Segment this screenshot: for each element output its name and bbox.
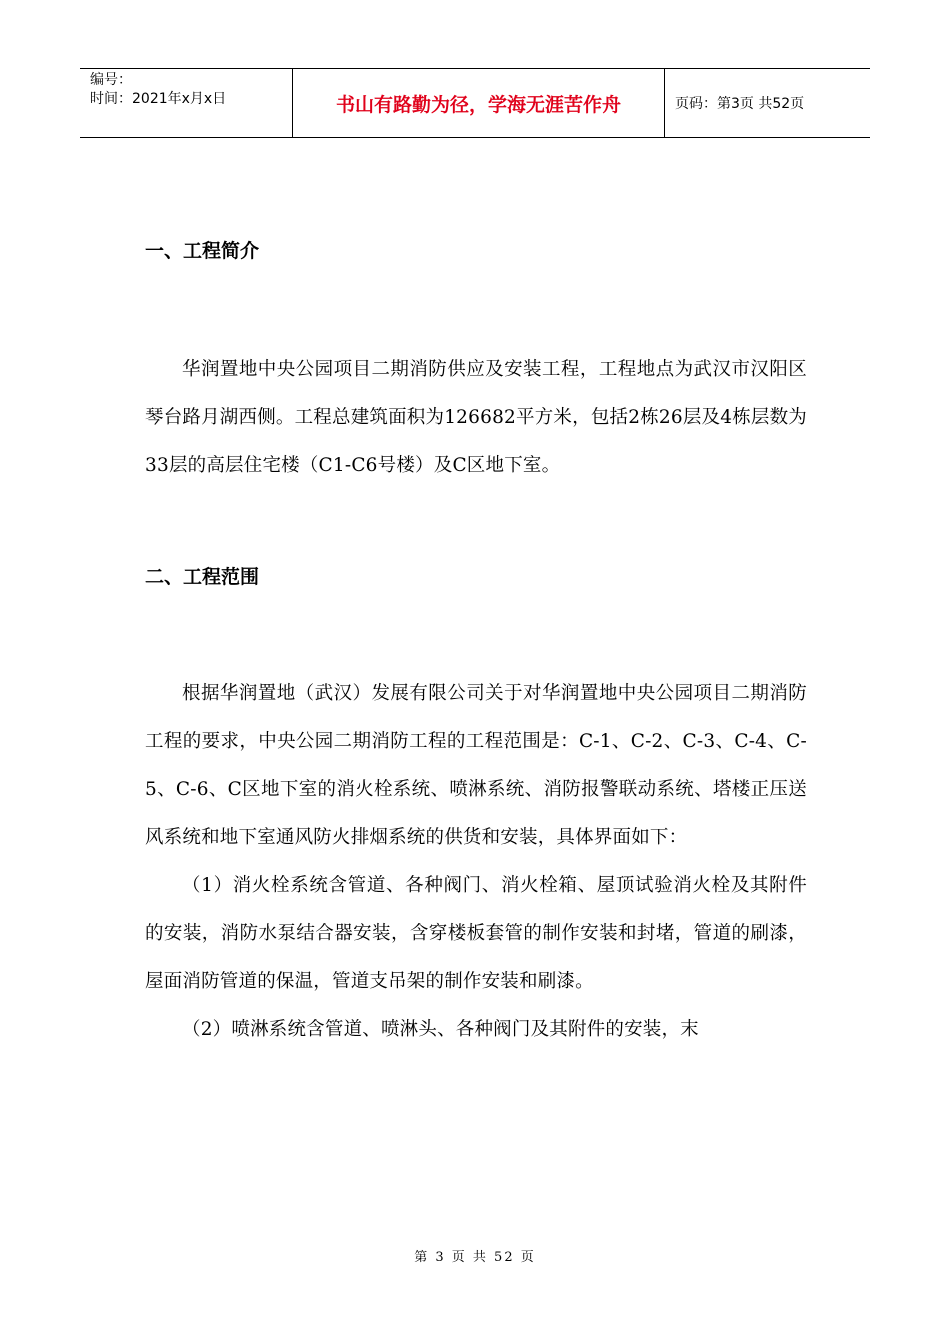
document-body	[145, 236, 807, 1054]
scope-paragraph: 根据华润置地（武汉）发展有限公司关于对华润置地中央公园项目二期消防工程的要求，中央公园二期消防工程的工程范围是：C-1、C-2、C-3、C-4、C-5、C-6、C区地下室的消火栓系统、喷淋系统、消防报警联动系统、塔楼正压送风系统和地下室通风防火排烟系统的供货和安装，具体界面如下：	[145, 683, 807, 848]
section-heading-overview: 一、工程简介	[145, 240, 260, 262]
header-page-info: 页码：第3页 共52页	[675, 96, 805, 112]
header-motto: 书山有路勤为径，学海无涯苦作舟	[292, 69, 665, 137]
section-heading-scope: 二、工程范围	[145, 566, 260, 588]
document-time-label: 时间：2021年x月x日	[90, 91, 227, 107]
page-footer: 第 3 页 共 52 页	[414, 1250, 536, 1265]
header-meta	[80, 69, 292, 137]
document-header	[80, 68, 870, 138]
document-number-label: 编号：	[90, 72, 132, 88]
scope-item-2: （2）喷淋系统含管道、喷淋头、各种阀门及其附件的安装，末	[182, 1019, 699, 1040]
scope-item-1: （1）消火栓系统含管道、各种阀门、消火栓箱、屋顶试验消火栓及其附件的安装，消防水泵结合器安装，含穿楼板套管的制作安装和封堵，管道的刷漆，屋面消防管道的保温，管道支吊架的制作安装和刷漆。	[145, 875, 807, 992]
overview-paragraph: 华润置地中央公园项目二期消防供应及安装工程，工程地点为武汉市汉阳区琴台路月湖西侧。工程总建筑面积为126682平方米，包括2栋26层及4栋层数为33层的高层住宅楼（C1-C6号楼）及C区地下室。	[145, 359, 808, 476]
